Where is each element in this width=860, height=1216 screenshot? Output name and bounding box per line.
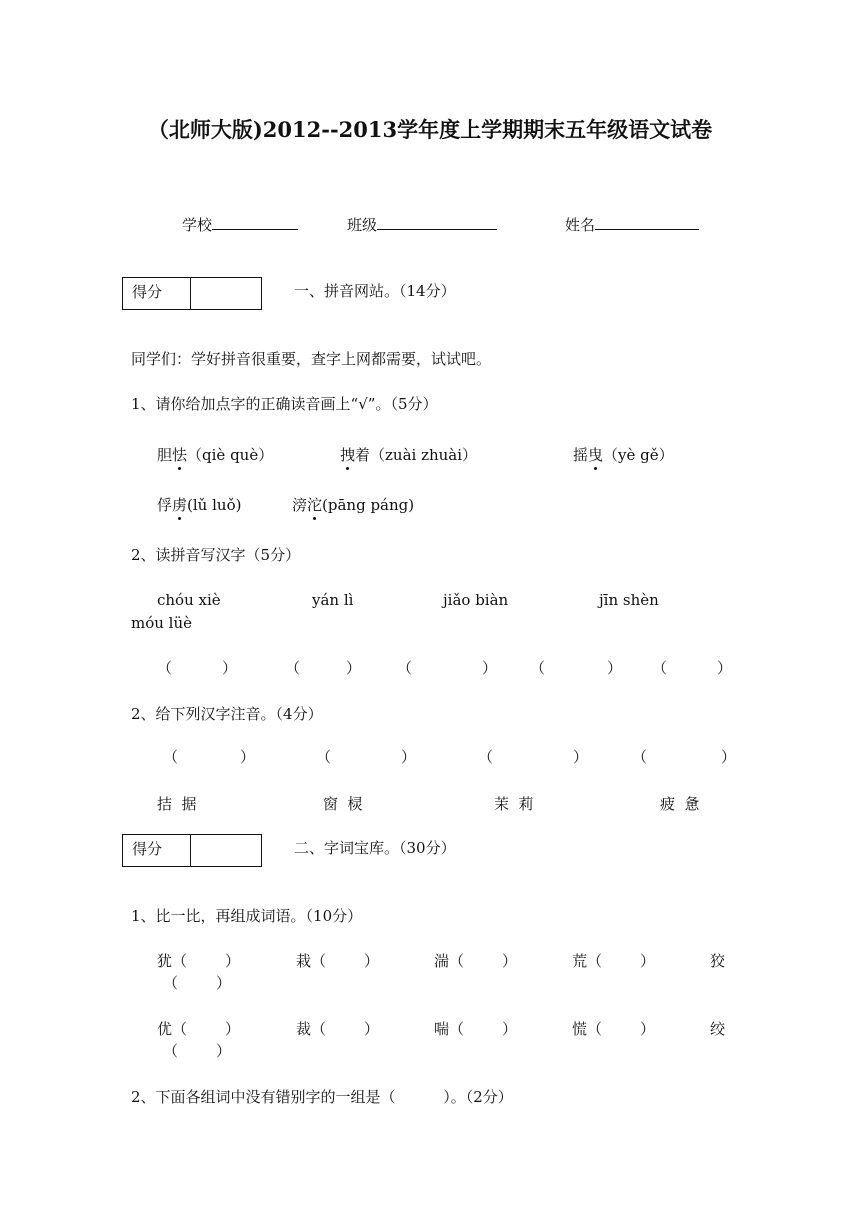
pinyin-choice-item[interactable]: 俘虏(lǔ luǒ) [157,496,242,514]
school-field [182,214,298,235]
compare-char[interactable]: 优（ ） [157,1020,241,1038]
pinyin-word: jiǎo biàn [443,591,509,609]
answer-blank[interactable]: （ ） [163,974,232,992]
school-blank[interactable] [212,214,298,230]
answer-blank[interactable]: （ ） [316,748,417,766]
answer-blank[interactable]: （ ） [163,748,256,766]
hanzi-word: 拮 据 [157,795,197,813]
pinyin-choice-item[interactable]: 滂沱(pāng páng) [292,496,415,514]
compare-char: 绞 [710,1020,726,1038]
name-label: 姓名 [565,216,596,234]
page-title: （北师大版)2012--2013学年度上学期期末五年级语文试卷 [147,117,713,142]
compare-char[interactable]: 湍（ ） [434,952,518,970]
answer-blank[interactable]: （ ） [397,659,498,677]
class-field [347,214,497,235]
compare-char: 狡 [710,952,726,970]
question-2-1: 1、比一比，再组成词语。（10分） [131,907,363,925]
pinyin-word: yán lì [312,591,354,609]
hanzi-word: 窗 棂 [323,795,363,813]
class-blank[interactable] [377,214,497,230]
score-cell[interactable] [191,278,261,309]
school-label: 学校 [182,216,213,234]
answer-blank[interactable]: （ ） [285,659,362,677]
score-label: 得分 [123,278,191,309]
pinyin-word: jīn shèn [599,591,659,609]
section-2-heading: 二、字词宝库。（30分） [294,839,456,857]
hanzi-word: 疲 惫 [660,795,700,813]
compare-char[interactable]: 慌（ ） [572,1020,656,1038]
question-2-2: 2、下面各组词中没有错别字的一组是（ ）。（2分） [131,1088,513,1106]
score-label: 得分 [123,835,191,866]
score-box-2 [122,834,262,867]
score-cell[interactable] [191,835,261,866]
answer-blank[interactable]: （ ） [530,659,623,677]
answer-blank[interactable]: （ ） [632,748,737,766]
answer-blank[interactable]: （ ） [163,1042,232,1060]
compare-char[interactable]: 喘（ ） [434,1020,518,1038]
pinyin-choice-item[interactable]: 拽着（zuài zhuài） [340,446,478,464]
pinyin-choice-item[interactable]: 胆怯（qiè què） [157,446,274,464]
question-1-2: 2、读拼音写汉字（5分） [131,546,301,564]
question-1-1: 1、请你给加点字的正确读音画上“√”。（5分） [131,395,438,413]
section-1-heading: 一、拼音网站。（14分） [294,282,456,300]
compare-char[interactable]: 裁（ ） [296,1020,380,1038]
pinyin-word: móu lüè [131,614,193,632]
answer-blank[interactable]: （ ） [478,748,589,766]
hanzi-word: 茉 莉 [494,795,534,813]
name-blank[interactable] [595,214,699,230]
score-box-1 [122,277,262,310]
name-field [565,214,699,235]
class-label: 班级 [347,216,378,234]
pinyin-choice-item[interactable]: 摇曳（yè gě） [573,446,674,464]
answer-blank[interactable]: （ ） [652,659,733,677]
compare-char[interactable]: 荒（ ） [572,952,656,970]
compare-char[interactable]: 犹（ ） [157,952,241,970]
answer-blank[interactable]: （ ） [157,659,238,677]
question-1-3: 2、给下列汉字注音。（4分） [131,705,323,723]
compare-char[interactable]: 栽（ ） [296,952,380,970]
pinyin-word: chóu xiè [157,591,221,609]
section-1-intro: 同学们：学好拼音很重要，查字上网都需要，试试吧。 [131,350,492,368]
